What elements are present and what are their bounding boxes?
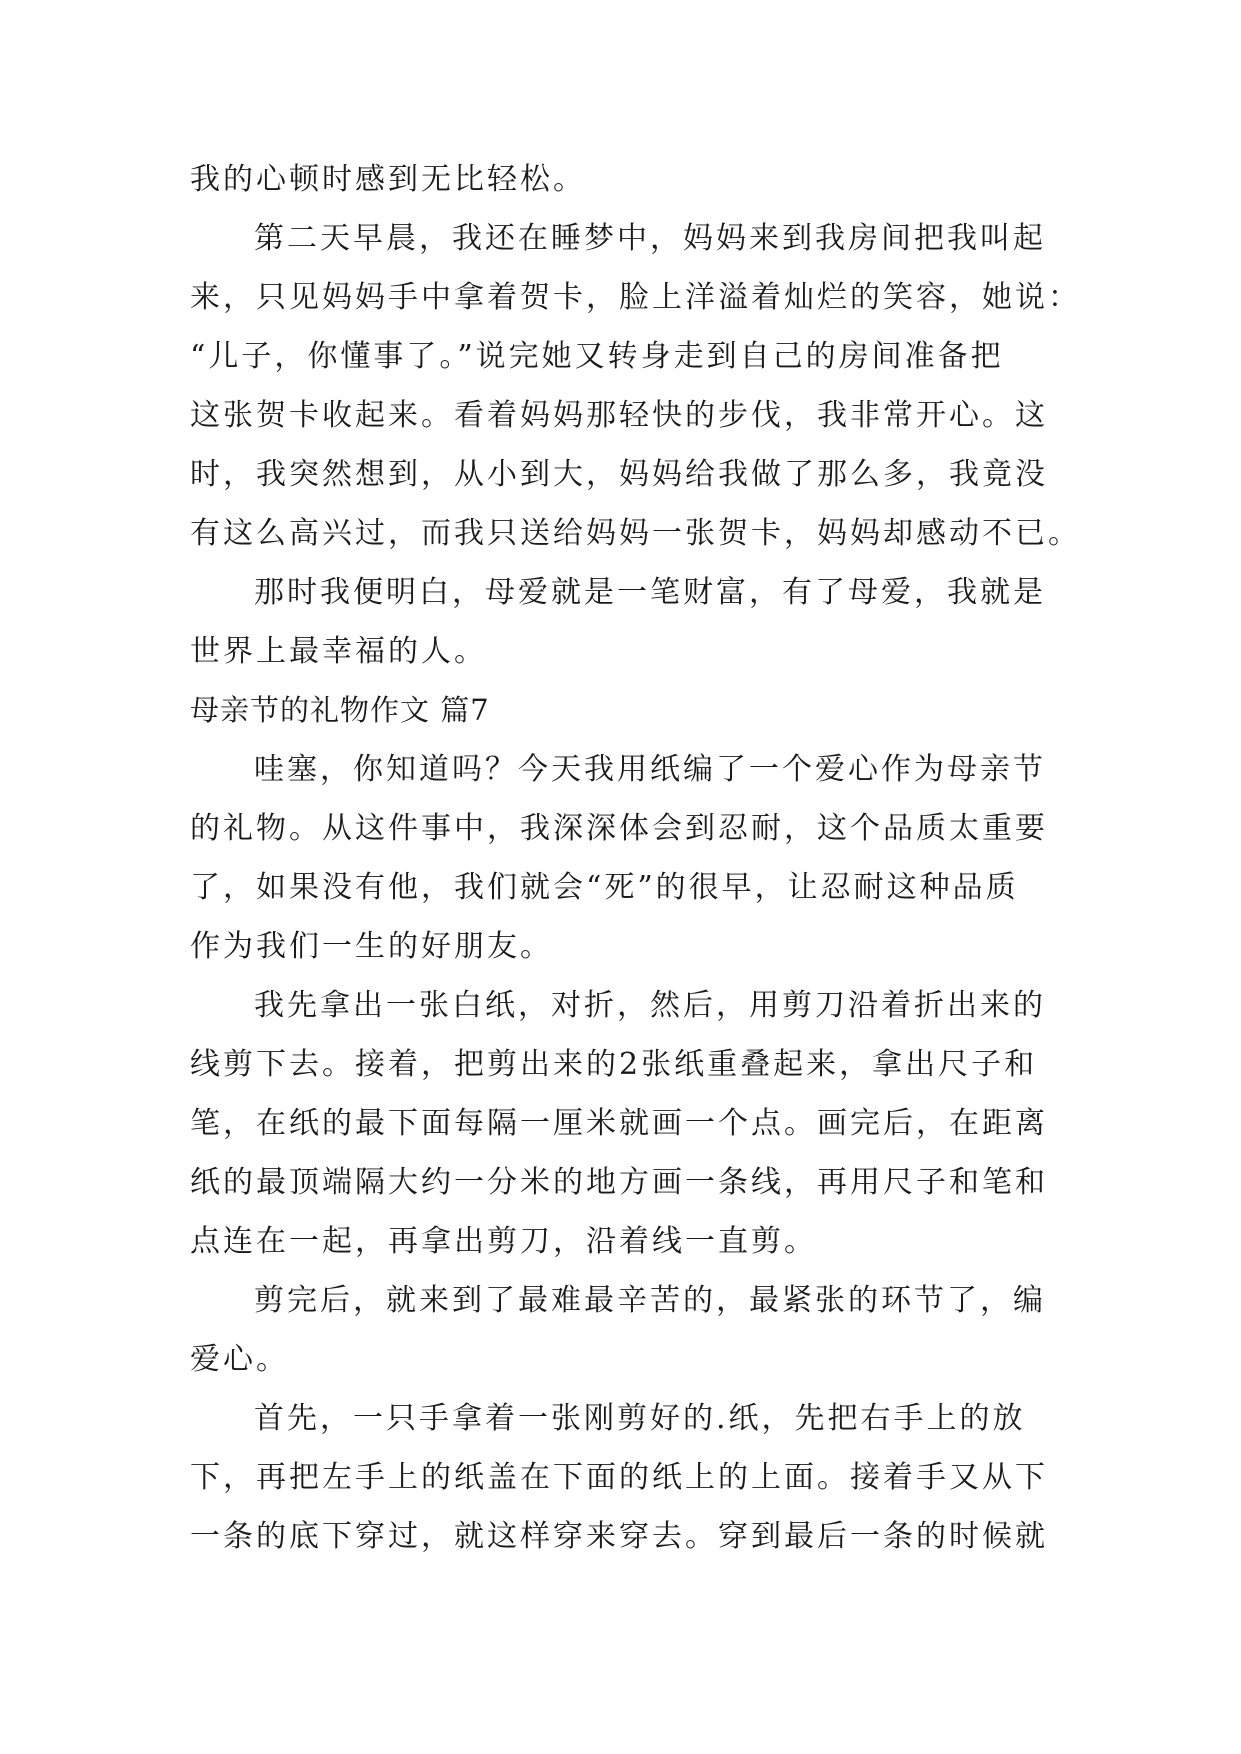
- section-heading: 母亲节的礼物作文 篇7: [190, 693, 490, 727]
- text-line-9: 世界上最幸福的人。: [190, 634, 487, 669]
- text-line-16: 线剪下去。接着，把剪出来的2张纸重叠起来，拿出尺子和: [190, 1047, 1038, 1082]
- text-line-24: 一条的底下穿过，就这样穿来穿去。穿到最后一条的时候就: [190, 1519, 1048, 1554]
- text-line-19: 点连在一起，再拿出剪刀，沿着线一直剪。: [190, 1224, 817, 1259]
- paragraph-start-line-8: 那时我便明白，母爱就是一笔财富，有了母爱，我就是: [254, 575, 1046, 610]
- text-line-1: 我的心顿时感到无比轻松。: [190, 162, 586, 197]
- text-line-21: 爱心。: [190, 1342, 289, 1377]
- text-line-12: 的礼物。从这件事中，我深深体会到忍耐，这个品质太重要: [190, 811, 1048, 846]
- text-line-14: 作为我们一生的好朋友。: [190, 929, 553, 964]
- text-line-17: 笔，在纸的最下面每隔一厘米就画一个点。画完后，在距离: [190, 1106, 1048, 1141]
- document-body: [190, 150, 1081, 1566]
- text-line-18: 纸的最顶端隔大约一分米的地方画一条线，再用尺子和笔和: [190, 1165, 1048, 1200]
- text-line-7: 有这么高兴过，而我只送给妈妈一张贺卡，妈妈却感动不已。: [190, 516, 1081, 551]
- text-line-4: “儿子，你懂事了。”说完她又转身走到自己的房间准备把: [190, 339, 1004, 374]
- text-line-13: 了，如果没有他，我们就会“死”的很早，让忍耐这种品质: [190, 870, 1019, 905]
- text-line-23: 下，再把左手上的纸盖在下面的纸上的上面。接着手又从下: [190, 1460, 1048, 1495]
- paragraph-start-line-2: 第二天早晨，我还在睡梦中，妈妈来到我房间把我叫起: [254, 221, 1046, 256]
- text-line-3: 来，只见妈妈手中拿着贺卡，脸上洋溢着灿烂的笑容，她说：: [190, 280, 1081, 315]
- text-line-6: 时，我突然想到，从小到大，妈妈给我做了那么多，我竟没: [190, 457, 1048, 492]
- paragraph-start-line-11: 哇塞，你知道吗？今天我用纸编了一个爱心作为母亲节: [254, 752, 1046, 787]
- paragraph-start-line-20: 剪完后，就来到了最难最辛苦的，最紧张的环节了，编: [254, 1283, 1046, 1318]
- paragraph-start-line-22: 首先，一只手拿着一张刚剪好的.纸，先把右手上的放: [254, 1401, 1026, 1436]
- paragraph-start-line-15: 我先拿出一张白纸，对折，然后，用剪刀沿着折出来的: [254, 988, 1046, 1023]
- text-line-5: 这张贺卡收起来。看着妈妈那轻快的步伐，我非常开心。这: [190, 398, 1048, 433]
